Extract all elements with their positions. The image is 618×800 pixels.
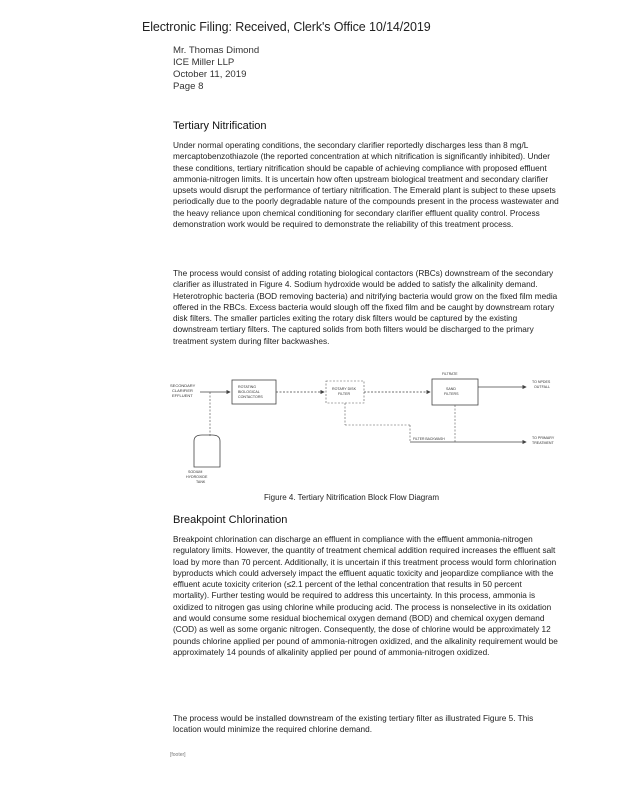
outlet-label <box>532 380 551 389</box>
paragraph: Under normal operating conditions, the secondary clarifier reportedly discharges less than 8 mg/L mercaptobenzothiazole (the reported concentration at which nitrification is significantly inhibited). Under these conditions, tertiary nitrification should be capable of achieving compliance with proposed effluent ammonia-nitrogen limits. It is uncertain how often upstream biological treatment and secondary clarifier upsets would disrupt the performance of tertiary nitrification. The Emerald plant is subject to these upsets periodically due to the poorly degradable nature of the compounds present in the process wastewater and the heavy reliance upon chemical conditioning for secondary clarifier effluent quality control. Process demonstration work would be required to demonstrate the reliability of this treatment process. <box>173 141 559 230</box>
rotary-disk-filter-label <box>332 387 357 396</box>
paragraph: Breakpoint chlorination can discharge an effluent in compliance with the effluent ammonia-nitrogen regulatory limits. However, the quantity of treatment chemical addition required increases the effluent salt load by more than 70 percent. Additionally, it is uncertain if this treatment process would form chlorination byproducts which could adversely impact the effluent aquatic toxicity and jeopardize compliance with the effluent acute toxicity criterion (≤2.1 percent of the lethal concentration that results in 50 percent mortality). Further testing would be required to address this uncertainty. In this process, ammonia is oxidized to nitrogen gas using chlorine while producing acid. The process is nonselective in its oxidation and would consume some residual biochemical oxygen demand (BOD) and chemical oxygen demand (COD) as well as some organic nitrogen. Consequently, the dose of chlorine would be approximately 12 pounds chlorine applied per pound of ammonia-nitrogen oxidized, and the alkalinity requirement would be approximately 14 pounds of alkalinity applied per pound of ammonia-nitrogen oxidized. <box>173 535 558 657</box>
filing-stamp: Electronic Filing: Received, Clerk's Office 10/14/2019 <box>142 20 431 34</box>
inlet-label <box>170 383 196 398</box>
svg-text:TANK: TANK <box>196 480 206 484</box>
sodium-hydroxide-tank <box>194 435 220 467</box>
svg-text:BIOLOGICAL: BIOLOGICAL <box>238 390 260 394</box>
addressee-firm: ICE Miller LLP <box>173 57 235 68</box>
svg-text:CLARIFIER: CLARIFIER <box>172 388 193 393</box>
svg-text:TO NPDES: TO NPDES <box>532 380 551 384</box>
section-heading-tertiary-nitrification: Tertiary Nitrification <box>173 120 267 132</box>
svg-text:OUTFALL: OUTFALL <box>534 385 550 389</box>
addressee-name: Mr. Thomas Dimond <box>173 45 260 56</box>
paragraph: The process would consist of adding rotating biological contactors (RBCs) downstream of the secondary clarifier as illustrated in Figure 4. Sodium hydroxide would be added to satisfy the alkalinity demand. Heterotrophic bacteria (BOD removing bacteria) and nitrifying bacteria would grow on the fixed film media offered in the RBCs. Excess bacteria would slough off the fixed film and be caught by downstream rotary disk filters. The smaller particles exiting the rotary disk filters would be captured by the existing downstream tertiary filters. The captured solids from both filters would be discharged to the primary treatment system during filter backwashes. <box>173 269 558 346</box>
svg-text:ROTARY DISK: ROTARY DISK <box>332 387 356 391</box>
svg-text:SAND: SAND <box>446 387 456 391</box>
address-block <box>173 45 259 93</box>
block-flow-diagram <box>160 367 570 492</box>
svg-text:ROTATING: ROTATING <box>238 385 257 389</box>
to-primary-label <box>532 436 555 445</box>
page-number: Page 8 <box>173 81 204 92</box>
svg-text:TREATMENT: TREATMENT <box>532 441 554 445</box>
svg-text:FILTER: FILTER <box>338 392 351 396</box>
paragraph: The process would be installed downstream of the existing tertiary filter as illustrated Figure 5. This location would minimize the required chlorine demand. <box>173 714 534 735</box>
rbc-label <box>238 385 263 399</box>
svg-text:SODIUM: SODIUM <box>188 470 203 474</box>
tank-label <box>186 470 208 484</box>
svg-text:EFFLUENT: EFFLUENT <box>172 393 193 398</box>
letter-date: October 11, 2019 <box>173 69 247 80</box>
backwash-label: FILTER BACKWASH <box>413 437 445 441</box>
svg-text:FILTERS: FILTERS <box>444 392 459 396</box>
tertiary-filter-label <box>444 387 459 396</box>
footer-note: [footer] <box>170 752 186 758</box>
svg-text:TO PRIMARY: TO PRIMARY <box>532 436 555 440</box>
filtrate-label: FILTRATE <box>442 372 458 376</box>
svg-text:HYDROXIDE: HYDROXIDE <box>186 475 208 479</box>
figure-caption: Figure 4. Tertiary Nitrification Block Flow Diagram <box>264 493 440 502</box>
section-heading-breakpoint-chlorination: Breakpoint Chlorination <box>173 514 288 526</box>
svg-text:CONTACTORS: CONTACTORS <box>238 395 263 399</box>
svg-text:SECONDARY: SECONDARY <box>170 383 196 388</box>
